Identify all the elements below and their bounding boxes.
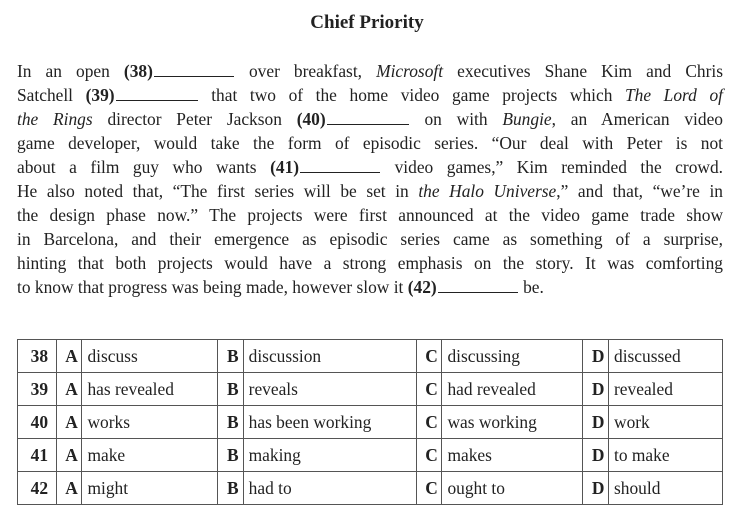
passage-line-1 bbox=[17, 59, 723, 83]
text: , an American video bbox=[551, 109, 723, 129]
option-letter: B bbox=[217, 472, 243, 505]
question-number: 40 bbox=[18, 406, 57, 439]
option-cell[interactable]: discuss bbox=[82, 340, 217, 373]
text: on with bbox=[409, 109, 503, 129]
option-cell[interactable]: revealed bbox=[609, 373, 723, 406]
option-letter: B bbox=[217, 373, 243, 406]
option-cell[interactable]: had to bbox=[243, 472, 416, 505]
option-letter: B bbox=[217, 439, 243, 472]
answer-options-table bbox=[17, 339, 723, 505]
passage-line-10 bbox=[17, 275, 723, 299]
option-letter: A bbox=[56, 373, 82, 406]
gap-number-38: (38) bbox=[123, 61, 153, 81]
option-cell[interactable]: might bbox=[82, 472, 217, 505]
italic-text: the Halo Universe bbox=[418, 181, 557, 201]
option-cell[interactable]: making bbox=[243, 439, 416, 472]
text: over breakfast, bbox=[234, 61, 377, 81]
gap-blank-41 bbox=[300, 157, 380, 173]
option-letter: A bbox=[56, 439, 82, 472]
text: director Peter Jackson bbox=[92, 109, 297, 129]
option-letter: A bbox=[56, 340, 82, 373]
option-letter: C bbox=[416, 373, 442, 406]
option-letter: D bbox=[583, 472, 609, 505]
option-cell[interactable]: makes bbox=[442, 439, 583, 472]
option-letter: C bbox=[416, 340, 442, 373]
option-letter: D bbox=[583, 373, 609, 406]
gap-blank-39 bbox=[116, 85, 198, 101]
table-row bbox=[18, 439, 723, 472]
option-cell[interactable]: had revealed bbox=[442, 373, 583, 406]
option-letter: A bbox=[56, 406, 82, 439]
option-letter: B bbox=[217, 406, 243, 439]
question-number: 39 bbox=[18, 373, 57, 406]
passage-line-8: in Barcelona, and their emergence as episodic series came as something of a surprise, bbox=[17, 229, 723, 249]
option-letter: D bbox=[583, 439, 609, 472]
text: He also noted that, “The first series will be set in bbox=[17, 181, 419, 201]
passage-line-6 bbox=[17, 179, 723, 203]
option-cell[interactable]: discussed bbox=[609, 340, 723, 373]
option-cell[interactable]: has been working bbox=[243, 406, 416, 439]
option-letter: D bbox=[583, 406, 609, 439]
option-cell[interactable]: make bbox=[82, 439, 217, 472]
table-row bbox=[18, 340, 723, 373]
italic-text: the Rings bbox=[17, 109, 93, 129]
table-row bbox=[18, 373, 723, 406]
passage-line-7: the design phase now.” The projects were first announced at the video game trade show bbox=[17, 205, 723, 225]
table-row bbox=[18, 406, 723, 439]
option-cell[interactable]: work bbox=[609, 406, 723, 439]
option-cell[interactable]: was working bbox=[442, 406, 583, 439]
gap-number-39: (39) bbox=[85, 85, 115, 105]
text: executives Shane Kim and Chris bbox=[443, 61, 723, 81]
text: ,” and that, “we’re in bbox=[556, 181, 723, 201]
option-cell[interactable]: has revealed bbox=[82, 373, 217, 406]
page-title: Chief Priority bbox=[310, 12, 424, 33]
question-number: 42 bbox=[18, 472, 57, 505]
option-cell[interactable]: works bbox=[82, 406, 217, 439]
option-cell[interactable]: discussing bbox=[442, 340, 583, 373]
option-cell[interactable]: ought to bbox=[442, 472, 583, 505]
option-letter: A bbox=[56, 472, 82, 505]
italic-text: Microsoft bbox=[376, 61, 444, 81]
gap-number-42: (42) bbox=[407, 277, 437, 297]
gap-blank-38 bbox=[154, 61, 234, 77]
text: that two of the home video game projects which bbox=[198, 85, 625, 105]
question-number: 38 bbox=[18, 340, 57, 373]
text: about a film guy who wants bbox=[17, 157, 271, 177]
option-letter: C bbox=[416, 406, 442, 439]
passage-line-5 bbox=[17, 155, 723, 179]
option-cell[interactable]: discussion bbox=[243, 340, 416, 373]
table-row bbox=[18, 472, 723, 505]
gap-blank-40 bbox=[327, 109, 409, 125]
gap-number-40: (40) bbox=[296, 109, 326, 129]
option-letter: C bbox=[416, 439, 442, 472]
gap-number-41: (41) bbox=[270, 157, 300, 177]
passage-line-4: game developer, would take the form of episodic series. “Our deal with Peter is not bbox=[17, 133, 723, 153]
italic-text: The Lord of bbox=[625, 85, 723, 105]
passage bbox=[17, 59, 723, 299]
option-letter: B bbox=[217, 340, 243, 373]
text: Satchell bbox=[17, 85, 86, 105]
text: video games,” Kim reminded the crowd. bbox=[381, 157, 723, 177]
gap-blank-42 bbox=[438, 277, 518, 293]
option-letter: D bbox=[583, 340, 609, 373]
text: In an open bbox=[17, 61, 124, 81]
passage-line-2 bbox=[17, 83, 723, 107]
option-letter: C bbox=[416, 472, 442, 505]
text: be. bbox=[518, 277, 544, 297]
option-cell[interactable]: should bbox=[609, 472, 723, 505]
passage-line-9: hinting that both projects would have a strong emphasis on the story. It was comforting bbox=[17, 253, 723, 273]
text: to know that progress was being made, however slow it bbox=[17, 277, 408, 297]
option-cell[interactable]: to make bbox=[609, 439, 723, 472]
option-cell[interactable]: reveals bbox=[243, 373, 416, 406]
passage-line-3 bbox=[17, 107, 723, 131]
italic-text: Bungie bbox=[502, 109, 552, 129]
question-number: 41 bbox=[18, 439, 57, 472]
